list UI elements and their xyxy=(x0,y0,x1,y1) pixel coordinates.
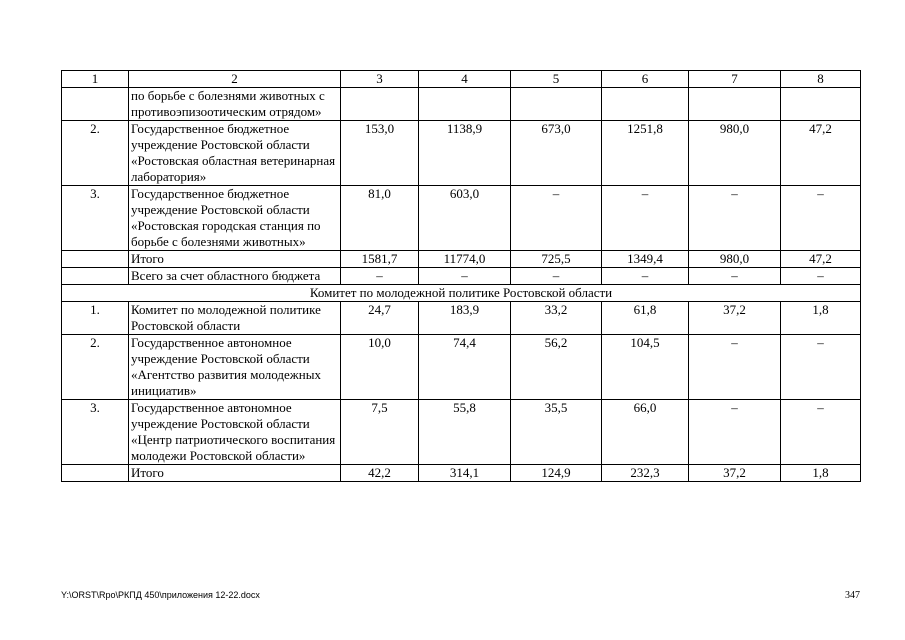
value-cell xyxy=(781,88,861,121)
value-cell: 55,8 xyxy=(419,400,511,465)
value-cell: – xyxy=(602,268,689,285)
value-cell xyxy=(602,88,689,121)
value-cell: 81,0 xyxy=(341,186,419,251)
value-cell: 314,1 xyxy=(419,465,511,482)
value-cell: 980,0 xyxy=(689,121,781,186)
value-cell: – xyxy=(341,268,419,285)
value-cell: 673,0 xyxy=(511,121,602,186)
institution-name: по борьбе с болезнями животных с противоэпизоотическим отрядом» xyxy=(129,88,341,121)
row-number: 1. xyxy=(62,302,129,335)
row-number: 2. xyxy=(62,335,129,400)
value-cell: 232,3 xyxy=(602,465,689,482)
table-row xyxy=(62,465,861,482)
value-cell: 11774,0 xyxy=(419,251,511,268)
value-cell: 33,2 xyxy=(511,302,602,335)
row-number: 3. xyxy=(62,186,129,251)
institution-name: Всего за счет областного бюджета xyxy=(129,268,341,285)
value-cell: 1,8 xyxy=(781,465,861,482)
column-header: 4 xyxy=(419,71,511,88)
page-number: 347 xyxy=(845,590,860,601)
value-cell: 1251,8 xyxy=(602,121,689,186)
table-row xyxy=(62,121,861,186)
value-cell: 47,2 xyxy=(781,251,861,268)
value-cell: 124,9 xyxy=(511,465,602,482)
value-cell: 104,5 xyxy=(602,335,689,400)
value-cell: – xyxy=(689,186,781,251)
row-number xyxy=(62,88,129,121)
row-number xyxy=(62,268,129,285)
document-path: Y:\ORST\Rpo\РКПД 450\приложения 12-22.docx xyxy=(61,590,260,600)
value-cell: – xyxy=(781,335,861,400)
institution-name: Комитет по молодежной политике Ростовской области xyxy=(129,302,341,335)
table-row xyxy=(62,268,861,285)
value-cell: 66,0 xyxy=(602,400,689,465)
value-cell: 980,0 xyxy=(689,251,781,268)
value-cell: 10,0 xyxy=(341,335,419,400)
institution-name: Государственное автономное учреждение Ростовской области «Центр патриотического воспитания молодежи Ростовской области» xyxy=(129,400,341,465)
column-number-row xyxy=(62,71,861,88)
row-number xyxy=(62,465,129,482)
column-header: 6 xyxy=(602,71,689,88)
value-cell: 153,0 xyxy=(341,121,419,186)
institution-name: Государственное бюджетное учреждение Ростовской области «Ростовская областная ветеринарная лаборатория» xyxy=(129,121,341,186)
value-cell: – xyxy=(781,400,861,465)
value-cell: 61,8 xyxy=(602,302,689,335)
table-row xyxy=(62,251,861,268)
value-cell: – xyxy=(689,335,781,400)
table-row xyxy=(62,335,861,400)
value-cell: 1349,4 xyxy=(602,251,689,268)
column-header: 3 xyxy=(341,71,419,88)
value-cell: – xyxy=(781,186,861,251)
value-cell: – xyxy=(689,400,781,465)
value-cell: 725,5 xyxy=(511,251,602,268)
table-row xyxy=(62,88,861,121)
budget-table xyxy=(61,70,861,482)
value-cell: 42,2 xyxy=(341,465,419,482)
table-row xyxy=(62,186,861,251)
value-cell xyxy=(689,88,781,121)
table-row xyxy=(62,302,861,335)
value-cell: – xyxy=(511,268,602,285)
institution-name: Государственное автономное учреждение Ростовской области «Агентство развития молодежных инициатив» xyxy=(129,335,341,400)
value-cell: 37,2 xyxy=(689,465,781,482)
value-cell: – xyxy=(511,186,602,251)
value-cell: 35,5 xyxy=(511,400,602,465)
value-cell: – xyxy=(781,268,861,285)
table-row xyxy=(62,400,861,465)
institution-name: Государственное бюджетное учреждение Ростовской области «Ростовская городская станция по борьбе с болезнями животных» xyxy=(129,186,341,251)
section-title: Комитет по молодежной политике Ростовской области xyxy=(62,285,861,302)
value-cell: 74,4 xyxy=(419,335,511,400)
value-cell: 603,0 xyxy=(419,186,511,251)
value-cell: – xyxy=(419,268,511,285)
column-header: 8 xyxy=(781,71,861,88)
value-cell: 7,5 xyxy=(341,400,419,465)
value-cell: 37,2 xyxy=(689,302,781,335)
value-cell: 183,9 xyxy=(419,302,511,335)
value-cell: – xyxy=(602,186,689,251)
institution-name: Итого xyxy=(129,465,341,482)
value-cell: – xyxy=(689,268,781,285)
row-number: 3. xyxy=(62,400,129,465)
value-cell: 47,2 xyxy=(781,121,861,186)
row-number: 2. xyxy=(62,121,129,186)
column-header: 7 xyxy=(689,71,781,88)
value-cell xyxy=(511,88,602,121)
institution-name: Итого xyxy=(129,251,341,268)
column-header: 1 xyxy=(62,71,129,88)
value-cell: 56,2 xyxy=(511,335,602,400)
value-cell: 1,8 xyxy=(781,302,861,335)
value-cell: 1581,7 xyxy=(341,251,419,268)
row-number xyxy=(62,251,129,268)
value-cell xyxy=(419,88,511,121)
section-row xyxy=(62,285,861,302)
column-header: 2 xyxy=(129,71,341,88)
value-cell: 1138,9 xyxy=(419,121,511,186)
value-cell xyxy=(341,88,419,121)
value-cell: 24,7 xyxy=(341,302,419,335)
column-header: 5 xyxy=(511,71,602,88)
